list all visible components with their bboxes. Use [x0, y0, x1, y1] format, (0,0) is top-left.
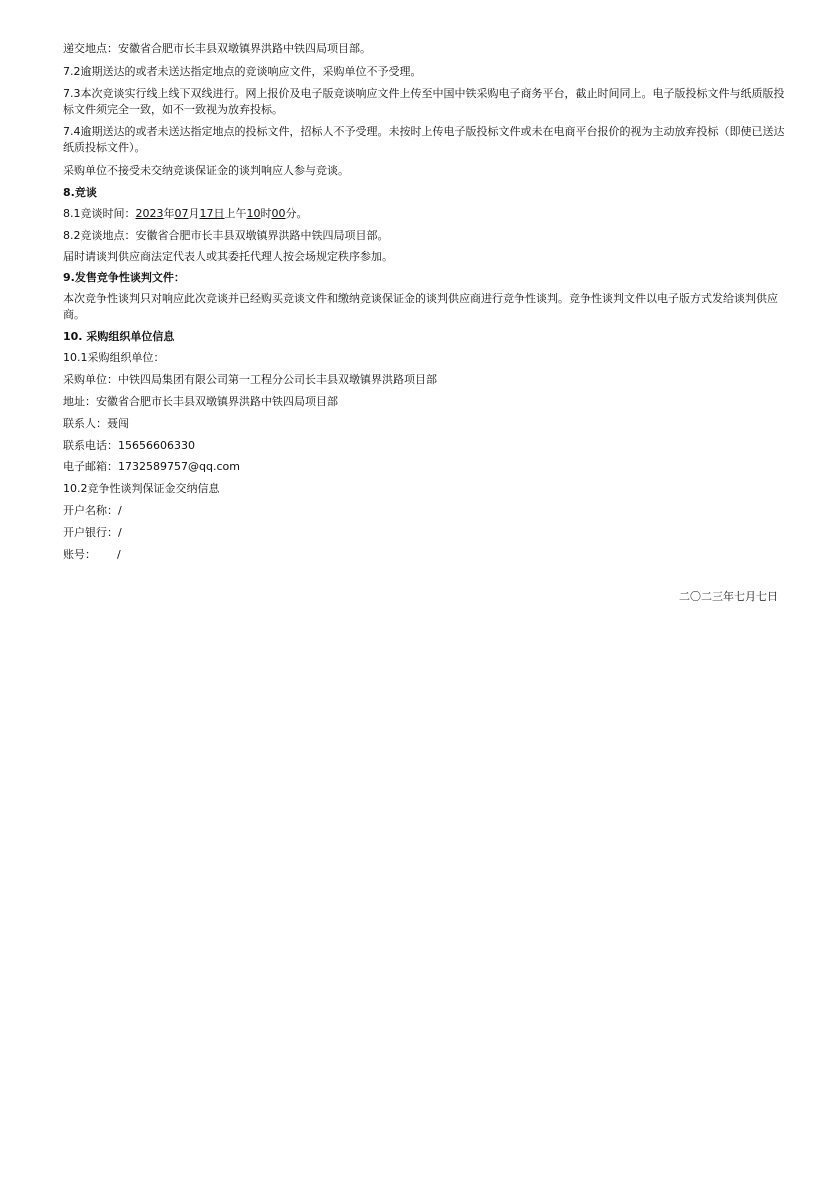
bid-day: 17日: [199, 207, 225, 220]
bid-hour: 10: [246, 207, 261, 220]
bid-ampm: 上午: [224, 207, 247, 220]
clause-10-2: 10.2竞争性谈判保证金交纳信息: [63, 482, 220, 495]
buyer-line: 采购单位：中铁四局集团有限公司第一工程分公司长丰县双墩镇界洪路项目部: [63, 373, 437, 386]
bid-month-unit: 月: [188, 207, 200, 220]
clause-10-1: 10.1采购组织单位：: [63, 351, 165, 364]
bid-month: 07: [174, 207, 189, 220]
document-date: 二〇二三年七月七日: [679, 590, 778, 603]
email-line: 电子邮箱：1732589757@qq.com: [63, 460, 240, 473]
contact-line: 联系人：聂闯: [63, 417, 129, 430]
bid-minute-unit: 分。: [285, 207, 308, 220]
bid-year: 2023: [135, 207, 164, 220]
clause-8-1: [63, 207, 308, 221]
clause-8-3: 届时请谈判供应商法定代表人或其委托代理人按会场规定秩序参加。: [63, 250, 393, 263]
no-deposit-line: 采购单位不接受未交纳竞谈保证金的谈判响应人参与竞谈。: [63, 164, 349, 177]
bid-hour-unit: 时: [260, 207, 272, 220]
section-8-heading: 8.竞谈: [63, 186, 97, 199]
clause-9-body: 本次竞争性谈判只对响应此次竞谈并已经购买竞谈文件和缴纳竞谈保证金的谈判供应商进行竞争性谈判。竞争性谈判文件以电子版方式发给谈判供应商。: [63, 292, 778, 321]
phone-line: 联系电话：15656606330: [63, 439, 195, 452]
clause-8-1-prefix: 8.1竞谈时间：: [63, 207, 136, 220]
section-10-heading: 10. 采购组织单位信息: [63, 330, 175, 343]
clause-7-3: 7.3本次竞谈实行线上线下双线进行。网上报价及电子版竞谈响应文件上传至中国中铁采购电子商务平台，截止时间同上。电子版投标文件与纸质版投标文件须完全一致，如不一致视为放弃投标。: [63, 87, 785, 116]
account-name-line: 开户名称：/: [63, 504, 122, 517]
address-line: 地址：安徽省合肥市长丰县双墩镇界洪路中铁四局项目部: [63, 395, 338, 408]
bid-minute: 00: [271, 207, 286, 220]
clause-8-2: 8.2竞谈地点：安徽省合肥市长丰县双墩镇界洪路中铁四局项目部。: [63, 229, 389, 242]
clause-7-4: 7.4逾期送达的或者未送达指定地点的投标文件，招标人不予受理。未按时上传电子版投标文件或未在电商平台报价的视为主动放弃投标（即使已送达纸质投标文件）。: [63, 125, 785, 154]
clause-7-2: 7.2逾期送达的或者未送达指定地点的竞谈响应文件，采购单位不予受理。: [63, 65, 422, 78]
account-number-line: 账号： /: [63, 548, 121, 561]
submit-location-line: 递交地点：安徽省合肥市长丰县双墩镇界洪路中铁四局项目部。: [63, 42, 371, 55]
bid-year-unit: 年: [163, 207, 175, 220]
bank-line: 开户银行：/: [63, 526, 122, 539]
section-9-heading: 9.发售竞争性谈判文件：: [63, 271, 185, 284]
